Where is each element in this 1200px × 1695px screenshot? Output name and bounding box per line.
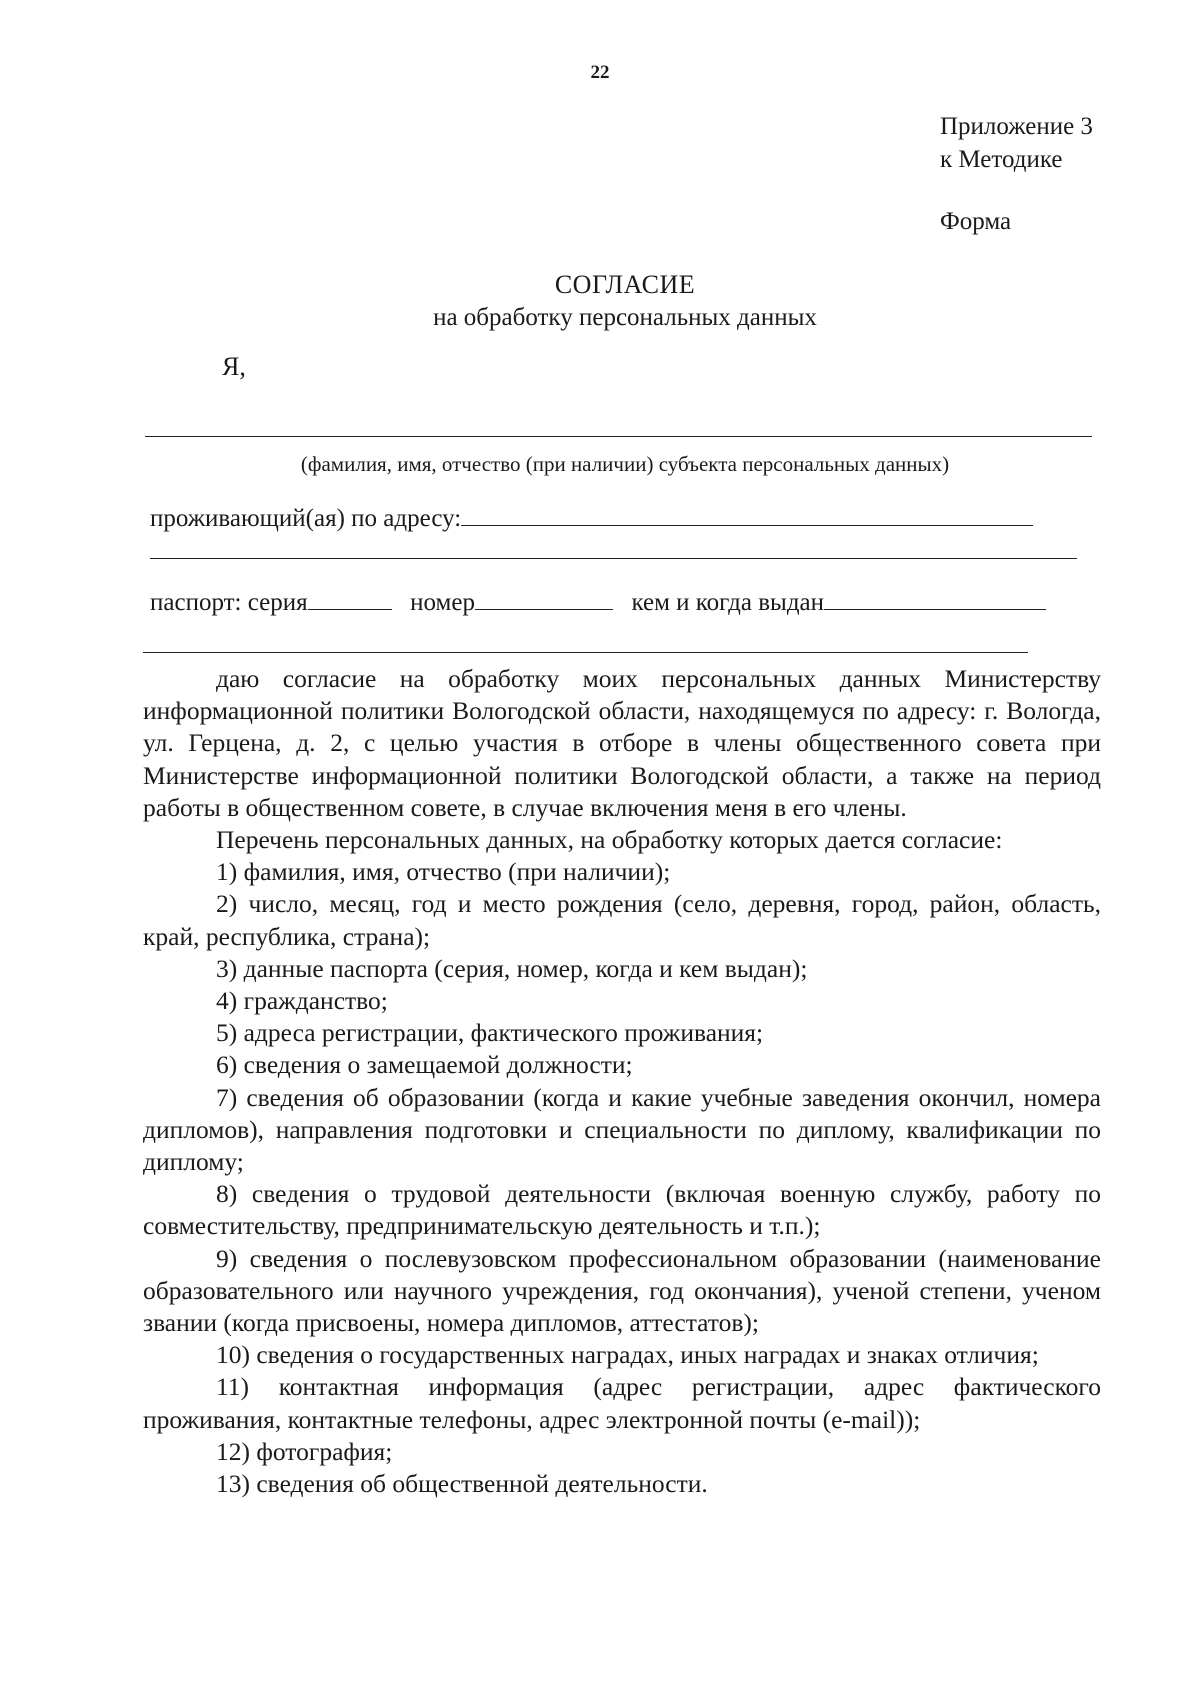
consent-body [143,663,1101,1500]
data-list-item: 10) сведения о государственных наградах, иных наградах и знаках отличия; [216,1340,1039,1370]
data-list-item: 11) контактная информация (адрес регистрации, адрес фактического проживания, контактные телефоны, адрес электронной почты (e-mail)); [143,1372,1101,1434]
passport-number-label: номер [410,589,475,616]
data-list-item: 2) число, месяц, год и место рождения (село, деревня, город, район, область, край, республика, страна); [143,889,1101,951]
data-list-item: 1) фамилия, имя, отчество (при наличии); [216,857,671,887]
address-line-2 [150,558,1077,559]
address-line [461,503,1033,526]
passport-row [150,587,1046,617]
data-list-item: 12) фотография; [216,1436,393,1466]
passport-series-label: паспорт: серия [150,589,308,616]
address-label: проживающий(ая) по адресу: [150,505,462,532]
document-subtitle: на обработку персональных данных [433,304,817,331]
data-list-intro: Перечень персональных данных, на обработку которых дается согласие: [216,825,1003,855]
data-list-item: 5) адреса регистрации, фактического проживания; [216,1018,764,1048]
full-name-line [145,436,1092,437]
document-title: СОГЛАСИЕ [554,270,696,299]
address-row [150,503,1033,533]
appendix-line-2: к Методике [940,146,1063,173]
passport-issued-line [824,587,1046,610]
data-list-item: 8) сведения о трудовой деятельности (включая военную службу, работу по совместительству, предпринимательскую деятельность и т.п.); [143,1179,1101,1241]
i-label: Я, [222,352,246,381]
data-list-item: 3) данные паспорта (серия, номер, когда и кем выдан); [216,953,808,983]
consent-paragraph: даю согласие на обработку моих персональных данных Министерству информационной политики Вологодской области, находящемуся по адресу: г. Вологда, ул. Герцена, д. 2, с целью участия в отборе в члены общественного совета при Министерстве информационной политики Вологодской области, а также на период работы в общественном совете, в случае включения меня в его члены. [143,664,1101,822]
appendix-reference [940,110,1093,176]
data-list-item: 13) сведения об общественной деятельности. [216,1469,708,1499]
passport-issued-label: кем и когда выдан [631,589,825,616]
data-list-item: 7) сведения об образовании (когда и какие учебные заведения окончил, номера дипломов), направления подготовки и специальности по диплому, квалификации по диплому; [143,1082,1101,1177]
form-label: Форма [940,208,1012,235]
data-list-item: 6) сведения о замещаемой должности; [216,1050,633,1080]
data-list-item: 4) гражданство; [216,986,388,1016]
full-name-caption: (фамилия, имя, отчество (при наличии) субъекта персональных данных) [300,452,950,476]
passport-series-line [308,587,392,610]
page-number: 22 [590,62,610,83]
data-list-item: 9) сведения о послевузовском профессиональном образовании (наименование образовательного или научного учреждения, год окончания), ученой степени, ученом звании (когда присвоены, номера дипломов, аттестатов); [143,1243,1101,1338]
appendix-line-1: Приложение 3 [940,113,1093,140]
passport-line-2 [143,652,1028,653]
passport-number-line [475,587,613,610]
